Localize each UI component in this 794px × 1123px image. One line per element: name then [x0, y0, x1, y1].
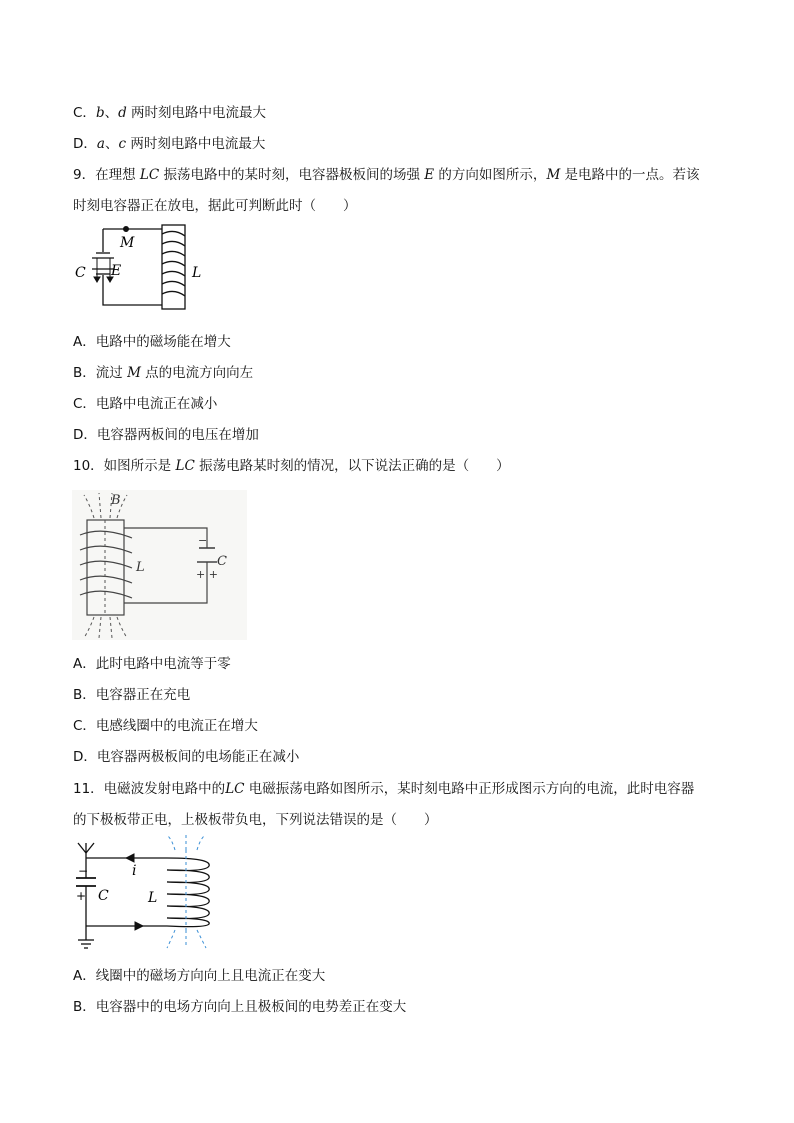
q9-lc-circuit-figure — [70, 222, 220, 317]
label-e: E — [111, 263, 122, 279]
var-lc: LC — [175, 458, 195, 474]
option-label: C． — [73, 105, 96, 121]
q10-option-d: D．电容器两极板间的电场能正在减小 — [73, 749, 300, 765]
current-arrow-icon — [126, 854, 134, 862]
option-label: D． — [73, 136, 97, 152]
var-a: a — [96, 136, 105, 152]
q8-option-c — [73, 103, 266, 123]
stem-text: 9．在理想 — [73, 167, 140, 183]
q11-stem-line2: 的下极板带正电，上极板带负电，下列说法错误的是（ ） — [73, 812, 438, 828]
stem-text: 振荡电路中的某时刻，电容器极板间的场强 — [159, 167, 425, 183]
q10-option-a: A．此时电路中电流等于零 — [73, 656, 231, 672]
q11-option-b: B．电容器中的电场方向向上且极板间的电势差正在变大 — [73, 999, 407, 1015]
stem-text: 振荡电路某时刻的情况，以下说法正确的是（ ） — [194, 458, 510, 474]
option-text: B．流过 — [73, 365, 128, 381]
label-c: C — [217, 554, 227, 569]
q11-option-a: A．线圈中的磁场方向向上且电流正在变大 — [73, 968, 326, 984]
var-b: b — [95, 105, 105, 121]
q11-stem-line1 — [73, 779, 694, 799]
point-m-icon — [123, 226, 129, 232]
q9-option-c: C．电路中电流正在减小 — [73, 396, 218, 412]
q9-stem-line1 — [73, 165, 700, 185]
var-lc: LC — [139, 167, 160, 183]
q11-antenna-lc-circuit-figure — [72, 840, 222, 955]
var-d: d — [118, 105, 127, 121]
label-l: L — [148, 890, 158, 906]
var-e: E — [424, 167, 435, 183]
var-m: M — [127, 365, 141, 381]
label-l: L — [192, 265, 202, 281]
q10-stem — [73, 456, 510, 476]
q10-option-c: C．电感线圈中的电流正在增大 — [73, 718, 258, 734]
label-c: C — [98, 888, 109, 904]
q8-option-d — [73, 134, 265, 154]
stem-text: 的方向如图所示， — [434, 167, 547, 183]
q9-option-d: D．电容器两板间的电压在增加 — [73, 427, 259, 443]
var-c: c — [118, 136, 127, 152]
option-text: 两时刻电路中电流最大 — [126, 105, 267, 121]
stem-text: 11．电磁波发射电路中的 — [73, 781, 226, 797]
label-m: M — [120, 235, 135, 251]
option-text: 点的电流方向向左 — [140, 365, 254, 381]
q10-option-b: B．电容器正在充电 — [73, 687, 191, 703]
plus-signs: + + — [196, 568, 218, 581]
separator: 、 — [104, 136, 119, 152]
minus-sign: − — [78, 864, 89, 878]
q9-stem-line2: 时刻电容器正在放电，据此可判断此时（ ） — [73, 198, 357, 214]
stem-text: 电磁振荡电路如图所示，某时刻电路中正形成图示方向的电流，此时电容器 — [244, 781, 695, 797]
var-lc: LC — [225, 781, 245, 797]
lower-arrow-icon — [135, 922, 143, 930]
q9-option-b — [73, 363, 253, 383]
label-b: B — [111, 493, 121, 508]
minus-sign: − — [198, 534, 208, 547]
separator: 、 — [104, 105, 119, 121]
stem-text: 10．如图所示是 — [73, 458, 176, 474]
plus-sign: + — [76, 889, 87, 903]
label-c: C — [75, 265, 86, 281]
q10-lc-circuit-figure — [72, 490, 247, 640]
option-text: 两时刻电路中电流最大 — [126, 136, 266, 152]
var-m: M — [546, 167, 561, 183]
label-i: i — [132, 863, 137, 879]
label-l: L — [136, 560, 145, 575]
q9-option-a: A．电路中的磁场能在增大 — [73, 334, 231, 350]
stem-text: 是电路中的一点。若该 — [560, 167, 700, 183]
